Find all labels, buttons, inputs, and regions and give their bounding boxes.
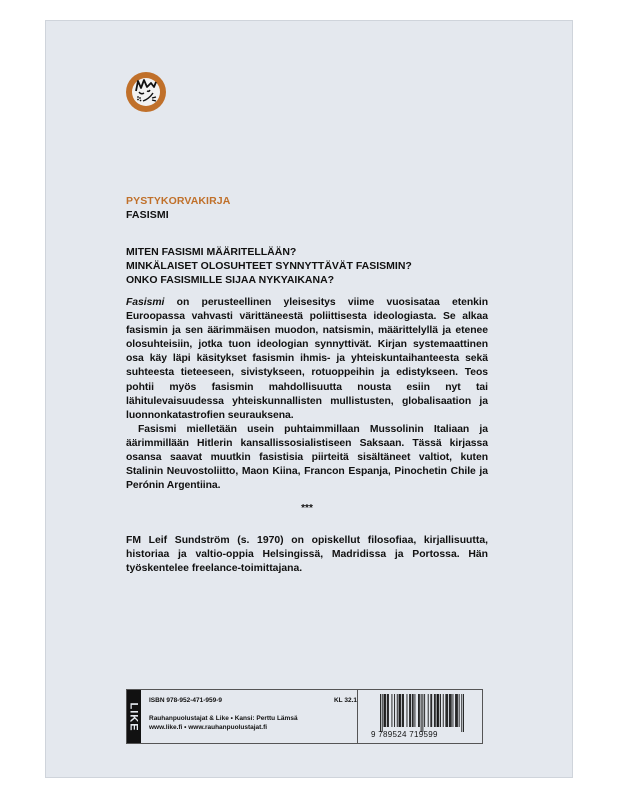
barcode-bar (407, 694, 408, 727)
barcode-bar (435, 694, 436, 727)
barcode-bar (412, 694, 413, 727)
question-line: MITEN FASISMI MÄÄRITELLÄÄN? (126, 246, 297, 258)
barcode-bar (437, 694, 438, 727)
barcode-bar (449, 694, 450, 727)
barcode-bar (422, 694, 423, 732)
barcode-number: 9 789524 719599 (371, 730, 438, 739)
barcode-bar (428, 694, 429, 727)
barcode-bar (445, 694, 446, 727)
barcode-bar (418, 694, 419, 727)
barcode-bar (459, 694, 460, 727)
barcode-bar (388, 694, 389, 727)
barcode-bar (385, 694, 386, 727)
barcode-bar (446, 694, 447, 727)
barcode-bar (430, 694, 431, 727)
barcode-bar (447, 694, 448, 727)
library-classification: KL 32.1 (333, 697, 357, 704)
publication-details (149, 696, 357, 732)
barcode-bar (394, 694, 395, 727)
info-divider (357, 690, 358, 743)
barcode-bar (463, 694, 464, 732)
isbn: ISBN 978-952-471-959-9 (149, 697, 222, 704)
barcode-bar (402, 694, 403, 727)
barcode-bar (403, 694, 404, 727)
book-title: FASISMI (126, 209, 169, 221)
barcode-bar (380, 694, 381, 732)
barcode-bar (431, 694, 432, 727)
barcode-bar (437, 694, 438, 727)
barcode-bar (457, 694, 458, 727)
barcode-bar (413, 694, 414, 727)
barcode-bar (384, 694, 385, 727)
barcode-bar (455, 694, 456, 727)
barcode-bar (438, 694, 439, 727)
blurb-book-title: Fasismi (126, 297, 165, 308)
question-line: ONKO FASISMILLE SIJAA NYKYAIKANA? (126, 274, 335, 286)
barcode-bar (399, 694, 400, 727)
spitz-dog-head-icon (125, 71, 167, 113)
publication-info-box (126, 689, 483, 744)
isbn-barcode (380, 694, 464, 732)
blurb-text: on perusteellinen yleisesitys viime vuosisataa etenkin Euroopassa vahvasti värittäneestä poliittisesta ideologiasta. Se alkaa fasismin ja sen äärimmäisen muodon, natsismin, määrittelyllä ja etenee olosuhteisiin, jotka tuon ideologian synnyttivät. Kirjan systemaattinen osa käy läpi käsitykset fasismin ihmis- ja yhteiskuntaihanteesta sekä suhteesta tieteeseen, sivistykseen, rotuoppeihin ja edistykseen. Teos pohtii myös fasismin mahdollisuutta nousta esiin nyt tai lähitulevaisuudessa yhteiskunnallisten mullistusten, globalisaation ja luonnonkatastrofien seurauksena. (126, 297, 488, 421)
author-bio: FM Leif Sundström (s. 1970) on opiskellut filosofiaa, kirjallisuutta, historiaa ja valtio-oppia Helsingissä, Madridissa ja Portossa. Hän työskentelee freelance-toimittajana. (126, 535, 488, 575)
barcode-bar (409, 694, 410, 727)
barcode-bar (450, 694, 451, 727)
blurb-paragraph-1 (126, 296, 488, 423)
book-back-cover (45, 20, 573, 778)
barcode-bar (382, 694, 383, 732)
blurb (126, 296, 488, 493)
tagline-questions (126, 245, 412, 287)
barcode-bar (400, 694, 401, 727)
barcode-bar (456, 694, 457, 727)
barcode-bar (443, 694, 444, 727)
publisher-logo-like: LIKE (127, 690, 141, 743)
series-block (126, 194, 230, 222)
barcode-bar (424, 694, 425, 727)
barcode-bar (419, 694, 420, 727)
barcode-bar (397, 694, 398, 727)
blurb-paragraph-2: Fasismi mielletään usein puhtaimmillaan Mussolinin Italiaan ja äärimmillään Hitlerin kansallissosialistiseen Saksaan. Tässä kirjassa osansa saavat muutkin fasistisia piirteitä sisältäneet valtiot, kuten Stalinin Neuvostoliitto, Maon Kiina, Francon Espanja, Pinochetin Chile ja Perónin Argentiina. (126, 423, 488, 492)
series-name: PYSTYKORVAKIRJA (126, 195, 231, 207)
barcode-bar (421, 694, 422, 732)
barcode-bar (410, 694, 411, 727)
barcode-bar (461, 694, 462, 732)
publisher-websites: www.like.fi • www.rauhanpuolustajat.fi (149, 724, 268, 731)
barcode-bar (453, 694, 454, 727)
barcode-bar (384, 694, 385, 727)
barcode-bar (391, 694, 392, 727)
barcode-bar (387, 694, 388, 727)
barcode-bar (451, 694, 452, 727)
section-separator: *** (301, 503, 313, 514)
publisher-credits: Rauhanpuolustajat & Like • Kansi: Perttu Lämsä (149, 715, 298, 722)
barcode-bar (414, 694, 415, 727)
barcode-bar (440, 694, 441, 727)
barcode-bar (399, 694, 400, 727)
question-line: MINKÄLAISET OLOSUHTEET SYNNYTTÄVÄT FASISMIN? (126, 260, 412, 272)
barcode-bar (434, 694, 435, 727)
